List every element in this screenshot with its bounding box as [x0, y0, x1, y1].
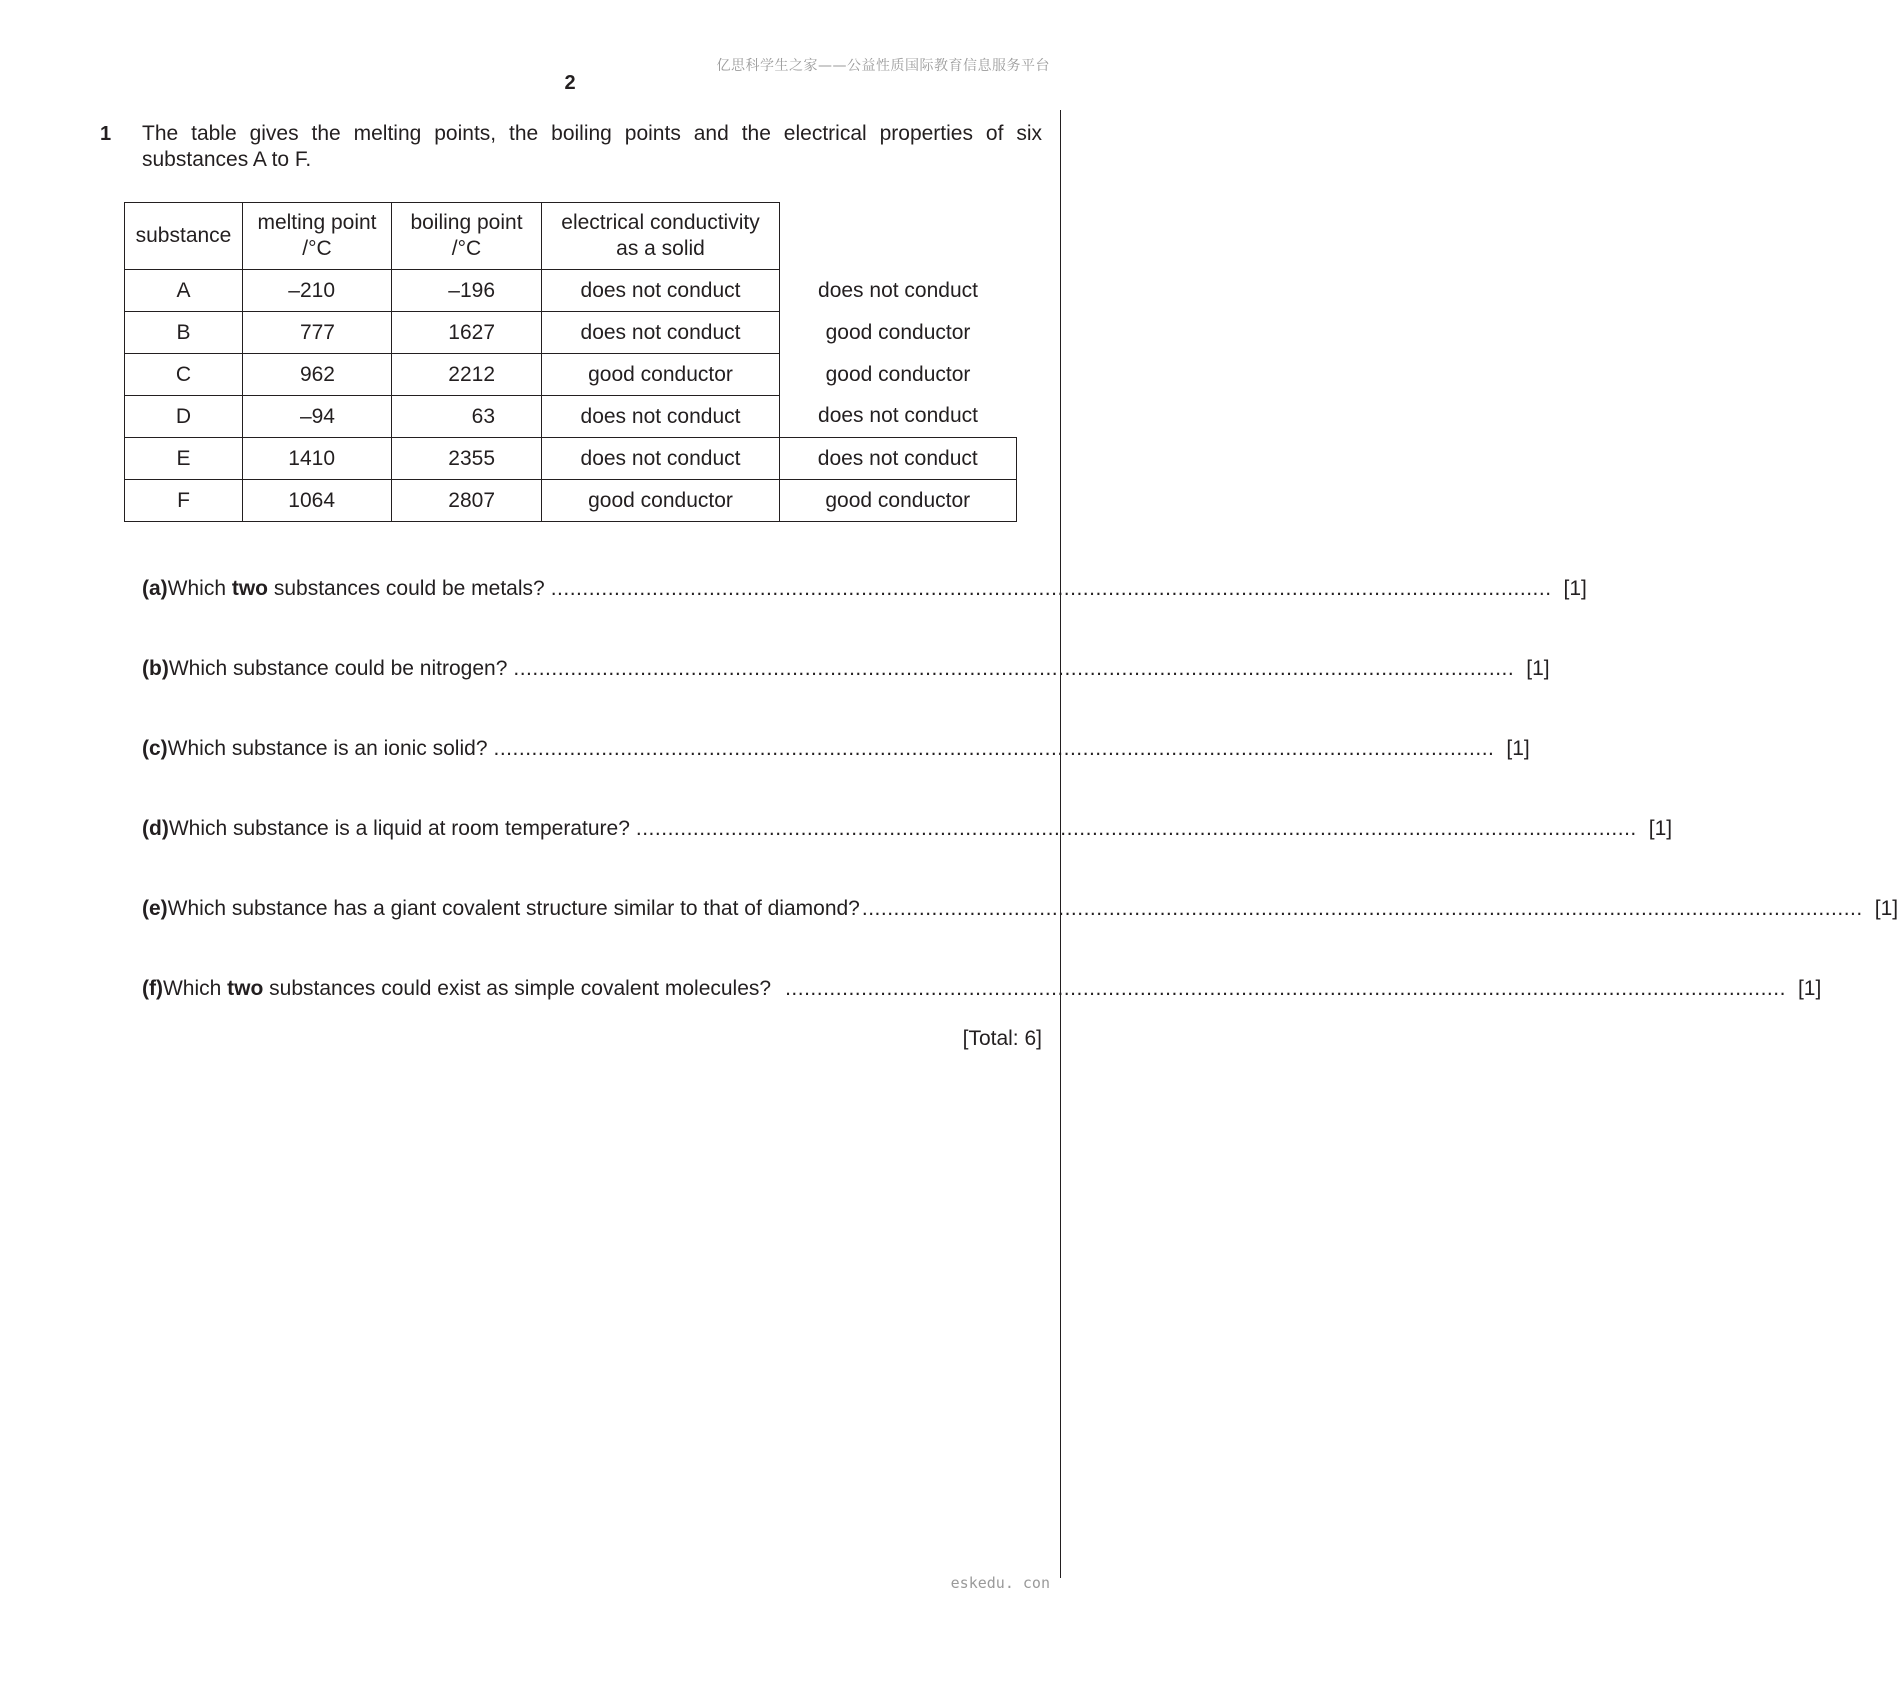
answer-line[interactable]: ..............................................................................................................................................................: [635, 817, 1637, 840]
table-row: [125, 354, 1017, 396]
cell-melting: –94: [243, 396, 392, 438]
cell-substance: F: [125, 480, 243, 522]
part-text-pre: Which substance is an ionic solid?: [167, 737, 488, 760]
cell-solid-conductivity: does not conduct: [542, 270, 780, 312]
question-part-e: [142, 897, 1898, 925]
cell-boiling: 2355: [392, 438, 542, 480]
part-text-bold: two: [231, 577, 269, 600]
cell-boiling: 2807: [392, 480, 542, 522]
part-label: (e): [142, 897, 168, 920]
part-text-pre: Which: [162, 977, 228, 1000]
part-label: (d): [142, 817, 169, 840]
part-label: (a): [142, 577, 168, 600]
cell-melting: 1064: [243, 480, 392, 522]
table-header-row: [125, 203, 1017, 270]
cell-substance: D: [125, 396, 243, 438]
cell-extra-conductivity: does not conduct: [780, 270, 1017, 312]
cell-boiling: 1627: [392, 312, 542, 354]
part-text-pre: Which substance could be nitrogen?: [168, 657, 508, 680]
cell-extra-conductivity: does not conduct: [780, 438, 1017, 480]
cell-solid-conductivity: good conductor: [542, 480, 780, 522]
part-mark: [1]: [1526, 657, 1550, 680]
part-text: [163, 977, 771, 1001]
header-conductivity-line1: electrical conductivity: [561, 211, 760, 234]
answer-line[interactable]: ..............................................................................................................................................................: [785, 977, 1786, 1000]
question-part-a: [142, 577, 1587, 605]
cell-boiling: 63: [392, 396, 542, 438]
part-label: (c): [142, 737, 168, 760]
cell-melting: –210: [243, 270, 392, 312]
cell-solid-conductivity: good conductor: [542, 354, 780, 396]
cell-substance: E: [125, 438, 243, 480]
header-boiling-unit: /°C: [451, 237, 482, 260]
answer-line[interactable]: ..............................................................................................................................................................: [513, 657, 1515, 680]
cell-extra-conductivity: good conductor: [780, 312, 1017, 354]
cell-substance: A: [125, 270, 243, 312]
part-text-pre: Which: [167, 577, 232, 600]
header-conductivity: [542, 203, 780, 270]
question-part-c: [142, 737, 1530, 765]
answer-line[interactable]: ..............................................................................................................................................................: [550, 577, 1552, 600]
question-number: 1: [100, 123, 112, 145]
header-watermark: 亿思科学生之家——公益性质国际教育信息服务平台: [716, 58, 1050, 74]
cell-solid-conductivity: does not conduct: [542, 396, 780, 438]
margin-rule: [1060, 110, 1061, 1578]
table-row: [125, 438, 1017, 480]
cell-boiling: 2212: [392, 354, 542, 396]
part-mark: [1]: [1506, 737, 1530, 760]
question-part-f: [142, 977, 1822, 1005]
answer-line[interactable]: ..............................................................................................................................................................: [493, 737, 1495, 760]
part-text: [169, 817, 630, 841]
footer-watermark: eskedu. con: [950, 1574, 1050, 1592]
table-row: [125, 270, 1017, 312]
part-text-bold: two: [227, 977, 264, 1000]
part-text: [168, 577, 545, 601]
part-text: [168, 737, 488, 761]
header-conductivity-line2: as a solid: [616, 237, 705, 260]
part-text-post: substances could exist as simple covalent molecules?: [263, 977, 772, 1000]
part-label: (b): [142, 657, 169, 680]
cell-extra-conductivity: good conductor: [780, 354, 1017, 396]
cell-solid-conductivity: does not conduct: [542, 312, 780, 354]
table-row: [125, 312, 1017, 354]
part-mark: [1]: [1563, 577, 1587, 600]
total-marks: [Total: 6]: [962, 1027, 1042, 1050]
part-mark: [1]: [1874, 897, 1898, 920]
cell-melting: 777: [243, 312, 392, 354]
question-part-d: [142, 817, 1673, 845]
part-text-pre: Which substance is a liquid at room temperature?: [168, 817, 630, 840]
question-intro: The table gives the melting points, the boiling points and the electrical properties of six substances A to F.: [142, 122, 1042, 171]
cell-substance: C: [125, 354, 243, 396]
part-mark: [1]: [1648, 817, 1673, 840]
header-boiling-line1: boiling point: [410, 211, 523, 234]
table-row: [125, 396, 1017, 438]
cell-extra-conductivity: does not conduct: [780, 396, 1017, 438]
header-melting-line1: melting point: [257, 211, 377, 234]
part-text: [169, 657, 508, 681]
cell-solid-conductivity: does not conduct: [542, 438, 780, 480]
part-label: (f): [142, 977, 163, 1000]
header-substance: substance: [125, 203, 243, 270]
header-blank: [780, 203, 1017, 270]
answer-line[interactable]: ..............................................................................................................................................................: [861, 897, 1863, 920]
cell-melting: 1410: [243, 438, 392, 480]
part-mark: [1]: [1797, 977, 1822, 1000]
page-number: 2: [564, 72, 576, 94]
cell-substance: B: [125, 312, 243, 354]
question-part-b: [142, 657, 1550, 685]
cell-melting: 962: [243, 354, 392, 396]
part-text-pre: Which substance has a giant covalent structure similar to that of diamond?: [167, 897, 860, 920]
header-melting-point: [243, 203, 392, 270]
part-text: [168, 897, 860, 921]
cell-extra-conductivity: good conductor: [780, 480, 1017, 522]
part-text-post: substances could be metals?: [268, 577, 545, 600]
header-boiling-point: [392, 203, 542, 270]
properties-table: [124, 202, 1017, 522]
table-row: [125, 480, 1017, 522]
cell-boiling: –196: [392, 270, 542, 312]
header-melting-unit: /°C: [302, 237, 332, 260]
